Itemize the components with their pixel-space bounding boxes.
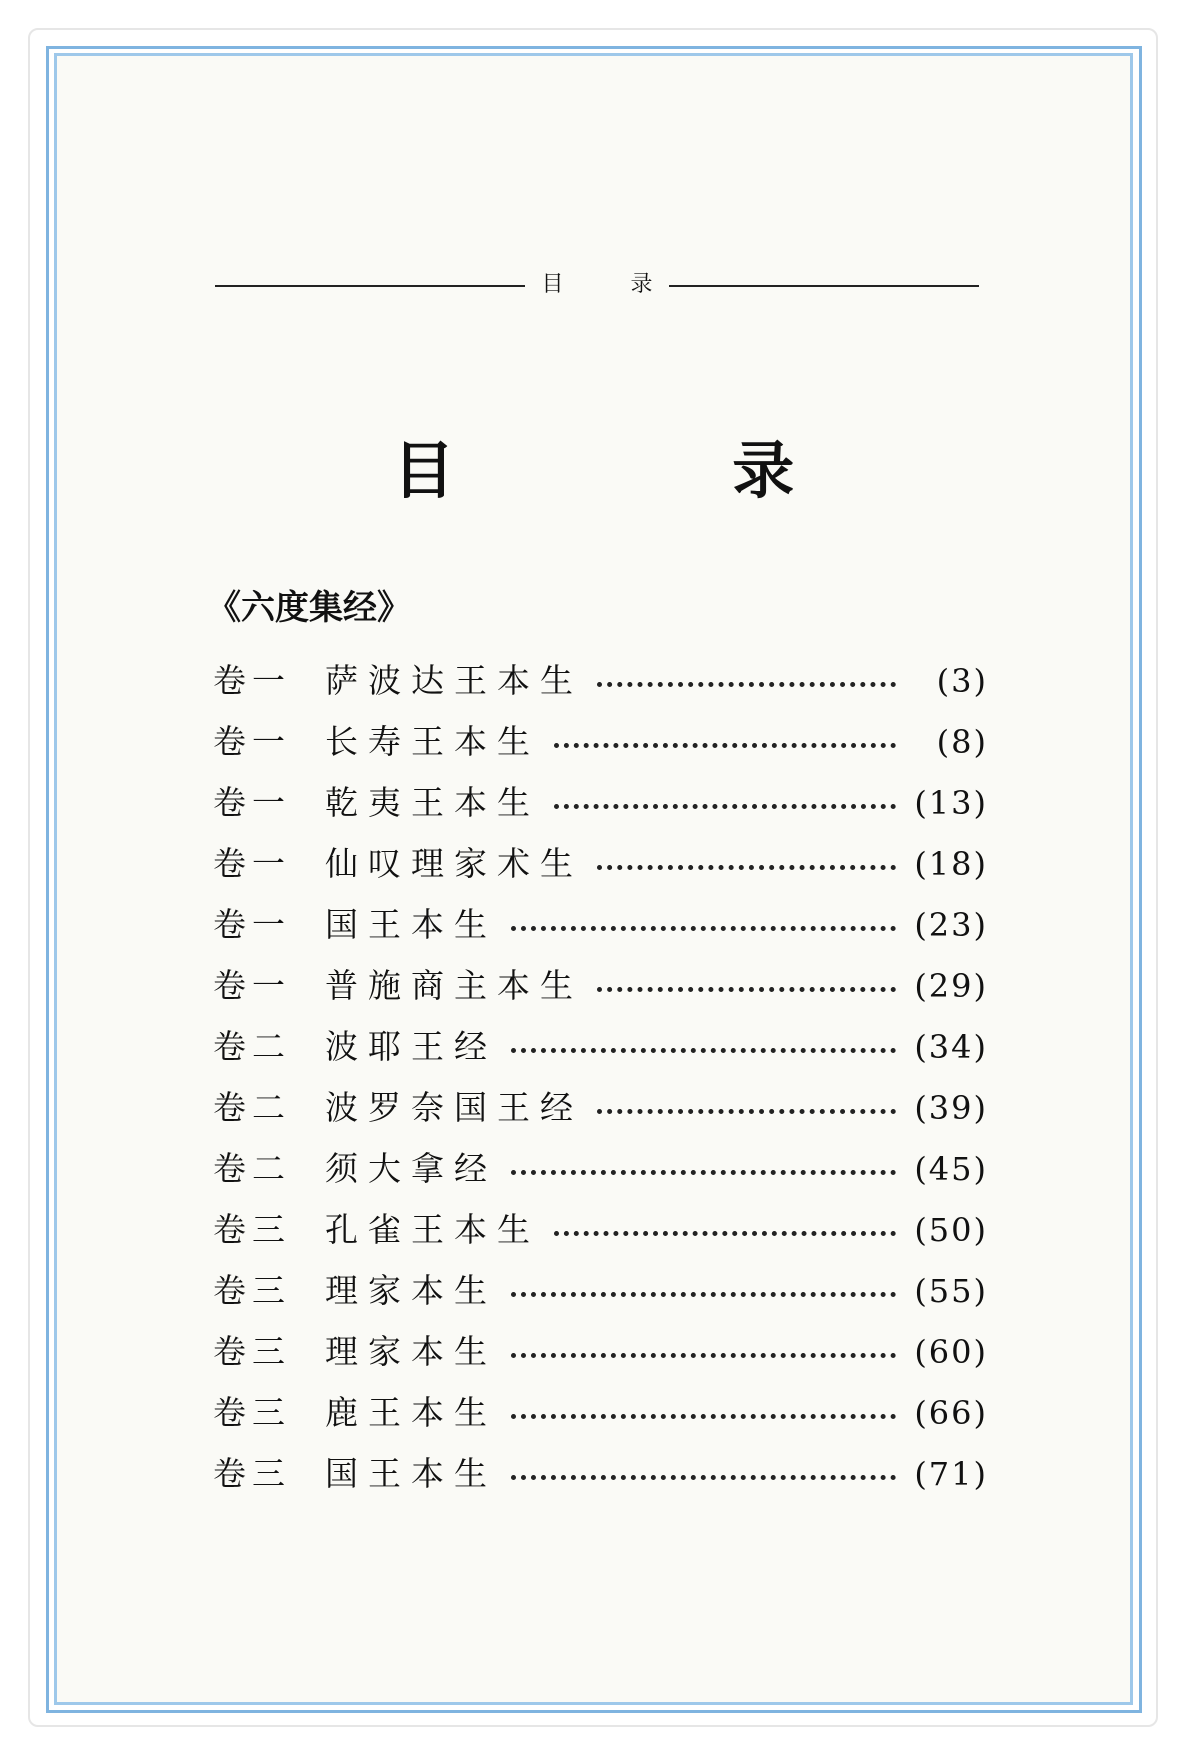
book-page [54, 53, 1133, 1705]
toc-entry[interactable] [213, 711, 988, 772]
toc-title: 国王本生 [325, 1453, 497, 1493]
section-title: 《六度集经》 [207, 588, 411, 628]
toc-volume: 卷一 [213, 965, 291, 1005]
toc-volume: 卷三 [213, 1209, 291, 1249]
toc-title: 普施商主本生 [325, 965, 583, 1005]
toc-volume: 卷一 [213, 721, 291, 761]
toc-volume: 卷三 [213, 1453, 291, 1493]
toc-volume: 卷二 [213, 1148, 291, 1188]
dot-leader [511, 1475, 896, 1480]
toc-title: 长寿王本生 [325, 721, 540, 761]
toc-page-number: (34) [914, 1027, 988, 1066]
toc-title: 乾夷王本生 [325, 782, 540, 822]
toc-volume: 卷二 [213, 1087, 291, 1127]
toc-title: 波罗奈国王经 [325, 1087, 583, 1127]
dot-leader [511, 1353, 896, 1358]
toc-page-number: (13) [914, 783, 988, 822]
dot-leader [554, 1231, 896, 1236]
toc-entry[interactable] [213, 1138, 988, 1199]
toc-entry[interactable] [213, 1016, 988, 1077]
toc-title: 理家本生 [325, 1270, 497, 1310]
toc-page-number: (45) [914, 1149, 988, 1188]
toc-volume: 卷一 [213, 904, 291, 944]
toc-entry[interactable] [213, 1443, 988, 1504]
dot-leader [597, 865, 896, 870]
toc-volume: 卷一 [213, 660, 291, 700]
toc-page-number: (60) [914, 1332, 988, 1371]
dot-leader [511, 1048, 896, 1053]
toc-title: 仙叹理家术生 [325, 843, 583, 883]
toc-page-number: (39) [914, 1088, 988, 1127]
toc-page-number: (23) [914, 905, 988, 944]
dot-leader [554, 804, 896, 809]
toc-title: 理家本生 [325, 1331, 497, 1371]
toc-page-number: (50) [914, 1210, 988, 1249]
toc-title: 孔雀王本生 [325, 1209, 540, 1249]
toc-entry[interactable] [213, 833, 988, 894]
toc-entry[interactable] [213, 955, 988, 1016]
toc-page-number: (55) [914, 1271, 988, 1310]
toc-title: 国王本生 [325, 904, 497, 944]
toc-volume: 卷三 [213, 1392, 291, 1432]
toc-entry[interactable] [213, 1382, 988, 1443]
toc-entry[interactable] [213, 650, 988, 711]
header-rule-right [669, 285, 979, 287]
toc-page-number: (66) [914, 1393, 988, 1432]
toc-page-number: (8) [936, 722, 988, 761]
toc-page-number: (29) [914, 966, 988, 1005]
dot-leader [511, 1414, 896, 1419]
toc-title: 波耶王经 [325, 1026, 497, 1066]
toc-entry[interactable] [213, 1260, 988, 1321]
toc-volume: 卷一 [213, 782, 291, 822]
dot-leader [511, 926, 896, 931]
toc-title: 萨波达王本生 [325, 660, 583, 700]
page-title: 目 录 [392, 434, 923, 507]
running-header-text: 目 录 [541, 272, 683, 297]
toc-page-number: (3) [936, 661, 988, 700]
toc-volume: 卷三 [213, 1331, 291, 1371]
toc-volume: 卷一 [213, 843, 291, 883]
dot-leader [511, 1170, 896, 1175]
toc-entry[interactable] [213, 1321, 988, 1382]
toc-volume: 卷三 [213, 1270, 291, 1310]
toc-entry[interactable] [213, 772, 988, 833]
toc-page-number: (71) [914, 1454, 988, 1493]
toc-list [213, 650, 988, 1504]
toc-title: 须大拿经 [325, 1148, 497, 1188]
toc-entry[interactable] [213, 1077, 988, 1138]
toc-page-number: (18) [914, 844, 988, 883]
running-header [215, 270, 979, 300]
dot-leader [554, 743, 896, 748]
dot-leader [597, 1109, 896, 1114]
dot-leader [597, 682, 896, 687]
toc-title: 鹿王本生 [325, 1392, 497, 1432]
dot-leader [511, 1292, 896, 1297]
dot-leader [597, 987, 896, 992]
toc-entry[interactable] [213, 894, 988, 955]
toc-entry[interactable] [213, 1199, 988, 1260]
toc-volume: 卷二 [213, 1026, 291, 1066]
